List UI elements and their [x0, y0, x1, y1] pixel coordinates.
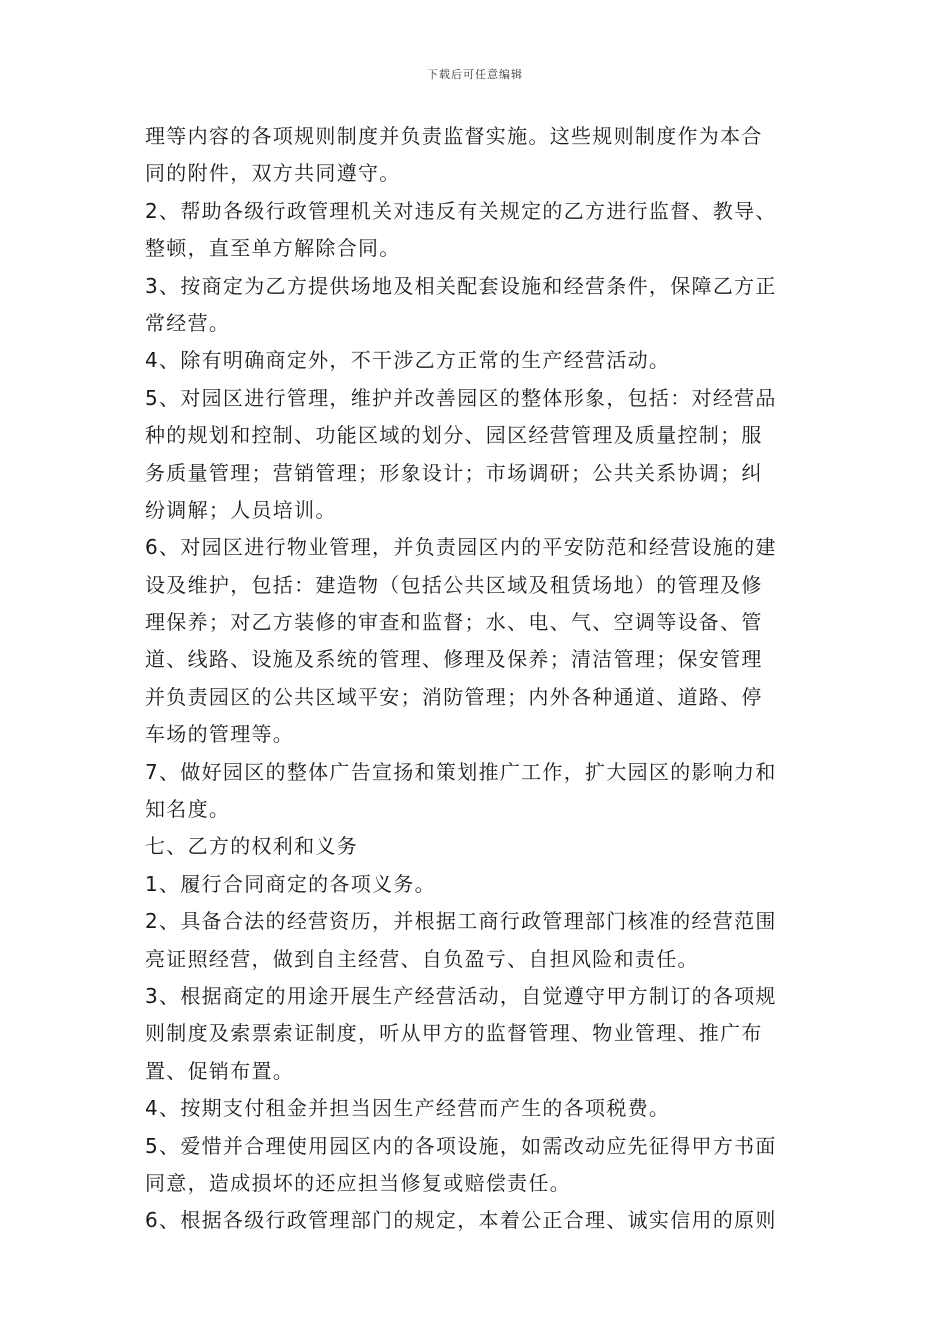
text-line: 同意，造成损坏的还应担当修复或赔偿责任。 — [145, 1170, 571, 1195]
text-line: 务质量管理；营销管理；形象设计；市场调研；公共关系协调；纠 — [145, 460, 763, 485]
text-line: 知名度。 — [145, 797, 231, 822]
text-line: 整顿，直至单方解除合同。 — [145, 236, 401, 261]
text-line: 3、按商定为乙方提供场地及相关配套设施和经营条件，保障乙方正 — [145, 273, 777, 298]
text-line: 4、按期支付租金并担当因生产经营而产生的各项税费。 — [145, 1096, 671, 1121]
text-line: 纷调解；人员培训。 — [145, 497, 337, 522]
text-line: 理保养；对乙方装修的审查和监督；水、电、气、空调等设备、管 — [145, 610, 763, 635]
text-line: 5、爱惜并合理使用园区内的各项设施，如需改动应先征得甲方书面 — [145, 1133, 777, 1158]
text-line: 置、促销布置。 — [145, 1058, 295, 1083]
text-line: 设及维护，包括：建造物（包括公共区域及租赁场地）的管理及修 — [145, 572, 763, 597]
text-line: 车场的管理等。 — [145, 722, 295, 747]
document-body — [145, 118, 805, 1240]
text-line: 5、对园区进行管理，维护并改善园区的整体形象，包括：对经营品 — [145, 385, 777, 410]
text-line: 则制度及索票索证制度，听从甲方的监督管理、物业管理、推广布 — [145, 1021, 763, 1046]
text-line: 6、对园区进行物业管理，并负责园区内的平安防范和经营设施的建 — [145, 535, 777, 560]
text-line: 7、做好园区的整体广告宣扬和策划推广工作，扩大园区的影响力和 — [145, 759, 777, 784]
text-line: 同的附件，双方共同遵守。 — [145, 161, 401, 186]
text-line: 1、履行合同商定的各项义务。 — [145, 871, 436, 896]
text-line: 并负责园区的公共区域平安；消防管理；内外各种通道、道路、停 — [145, 684, 763, 709]
text-line: 亮证照经营，做到自主经营、自负盈亏、自担风险和责任。 — [145, 946, 699, 971]
text-line: 常经营。 — [145, 310, 231, 335]
text-line: 2、具备合法的经营资历，并根据工商行政管理部门核准的经营范围 — [145, 909, 777, 934]
text-line: 4、除有明确商定外，不干涉乙方正常的生产经营活动。 — [145, 348, 671, 373]
section-heading: 七、乙方的权利和义务 — [145, 834, 358, 859]
text-line: 6、根据各级行政管理部门的规定，本着公正合理、诚实信用的原则 — [145, 1208, 777, 1233]
text-line: 3、根据商定的用途开展生产经营活动，自觉遵守甲方制订的各项规 — [145, 983, 777, 1008]
text-line: 2、帮助各级行政管理机关对违反有关规定的乙方进行监督、教导、 — [145, 198, 777, 223]
text-line: 种的规划和控制、功能区域的划分、园区经营管理及质量控制；服 — [145, 423, 763, 448]
text-line: 道、线路、设施及系统的管理、修理及保养；清洁管理；保安管理 — [145, 647, 763, 672]
text-line: 理等内容的各项规则制度并负责监督实施。这些规则制度作为本合 — [145, 124, 763, 148]
header-note: 下载后可任意编辑 — [427, 68, 523, 81]
